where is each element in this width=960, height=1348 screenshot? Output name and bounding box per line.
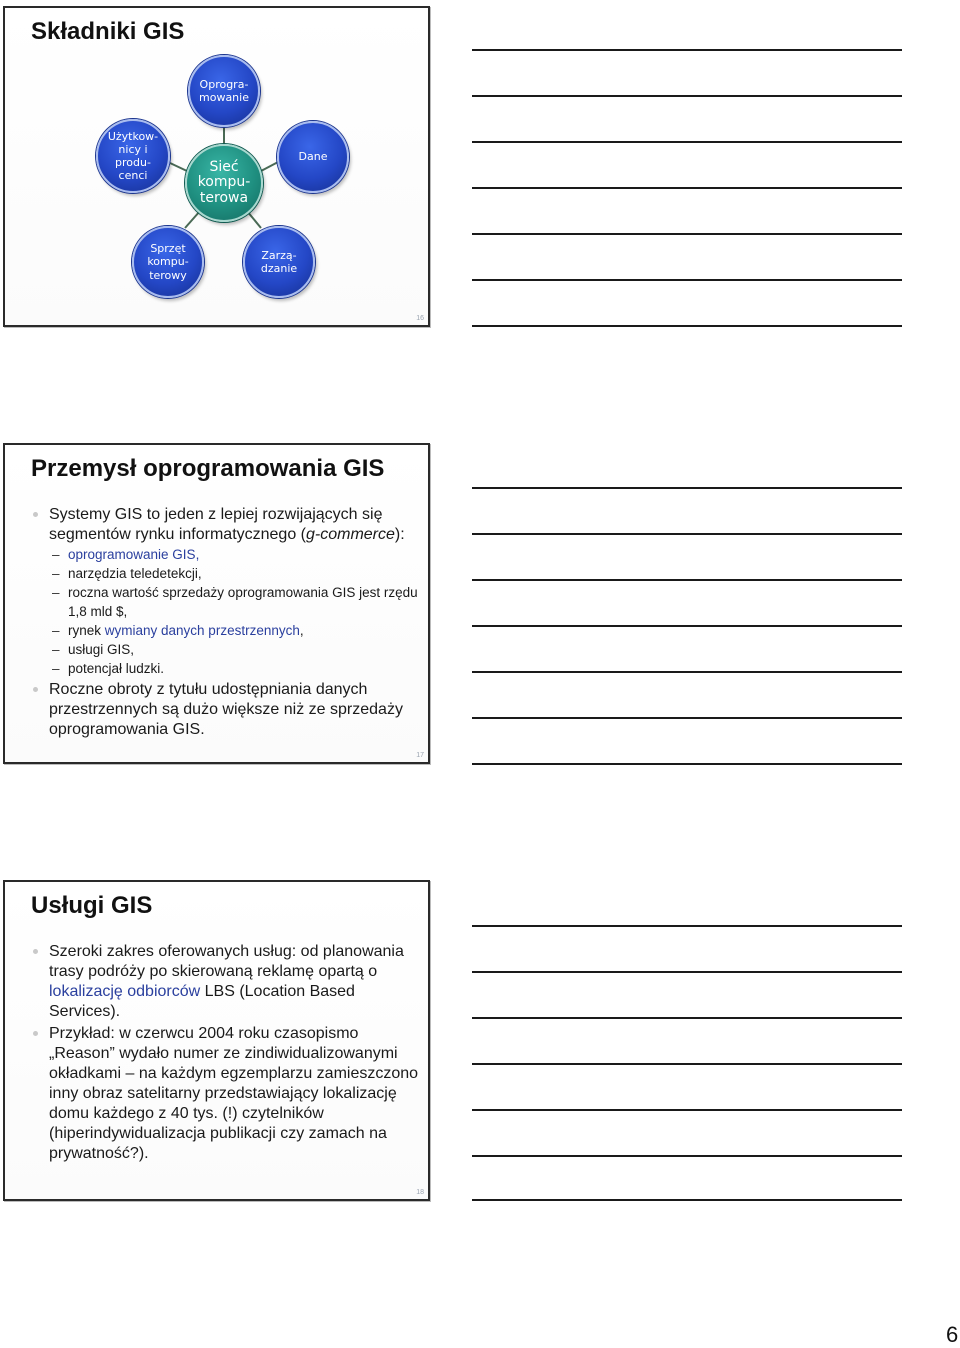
node-users: Użytkow- nicy i produ- cenci: [96, 119, 170, 193]
node-management: Zarzą- dzanie: [243, 226, 315, 298]
sub-bullet-item: – roczna wartość sprzedaży oprogramowania GIS jest rzędu 1,8 mld $,: [31, 583, 426, 621]
bullet-item: Roczne obroty z tytułu udostępniania danych przestrzennych są dużo większe niż ze sprzedaży oprogramowania GIS.: [31, 680, 426, 740]
note-line: [472, 1017, 902, 1019]
node-data: Dane: [277, 121, 349, 193]
note-line: [472, 49, 902, 51]
slide-title: Składniki GIS: [31, 18, 185, 45]
slide-number: 18: [416, 1189, 424, 1196]
note-line: [472, 625, 902, 627]
note-line: [472, 671, 902, 673]
note-line: [472, 233, 902, 235]
note-line: [472, 533, 902, 535]
note-line: [472, 763, 902, 765]
note-line: [472, 925, 902, 927]
note-line: [472, 1109, 902, 1111]
bullet-list: [31, 942, 426, 1164]
bullet-item: Szeroki zakres oferowanych usług: od planowania trasy podróży po skierowaną reklamę opartą o lokalizację odbiorców LBS (Location Based Services).: [31, 942, 426, 1022]
sub-bullet-item: – rynek wymiany danych przestrzennych,: [31, 621, 426, 640]
sub-bullet-item: – narzędzia teledetekcji,: [31, 564, 426, 583]
bullet-item: Systemy GIS to jeden z lepiej rozwijających się segmentów rynku informatycznego (g-commerce):: [31, 505, 426, 545]
bullet-list: [31, 505, 426, 740]
note-line: [472, 579, 902, 581]
slide-18: [3, 880, 430, 1201]
bullet-item: Przykład: w czerwcu 2004 roku czasopismo „Reason” wydało numer ze zindiwidualizowanymi okładkami – na każdym egzemplarzu zamieszczono inny obraz satelitarny przedstawiający lokalizację domu każdego z 40 tys. (!) czytelników (hiperindywidualizacja publikacji czy zamach na prywatność?).: [31, 1024, 426, 1164]
note-line: [472, 1199, 902, 1201]
slide-number: 17: [416, 752, 424, 759]
slide-17: [3, 443, 430, 764]
note-line: [472, 1155, 902, 1157]
slide-title: Usługi GIS: [31, 892, 153, 919]
slide-16: [3, 6, 430, 327]
slide-number: 16: [416, 315, 424, 322]
note-line: [472, 279, 902, 281]
note-line: [472, 141, 902, 143]
node-software: Oprogra- mowanie: [188, 55, 260, 127]
note-line: [472, 187, 902, 189]
sub-bullet-item: – potencjał ludzki.: [31, 659, 426, 678]
note-line: [472, 325, 902, 327]
note-line: [472, 95, 902, 97]
slide-title: Przemysł oprogramowania GIS: [31, 455, 385, 482]
sub-bullet-item: – usługi GIS,: [31, 640, 426, 659]
note-line: [472, 1063, 902, 1065]
page-number: 6: [946, 1322, 959, 1347]
note-line: [472, 971, 902, 973]
node-network: Sieć kompu- terowa: [185, 144, 263, 222]
note-line: [472, 487, 902, 489]
node-hardware: Sprzęt kompu- terowy: [132, 226, 204, 298]
sub-bullet-item: – oprogramowanie GIS,: [31, 545, 426, 564]
note-line: [472, 717, 902, 719]
